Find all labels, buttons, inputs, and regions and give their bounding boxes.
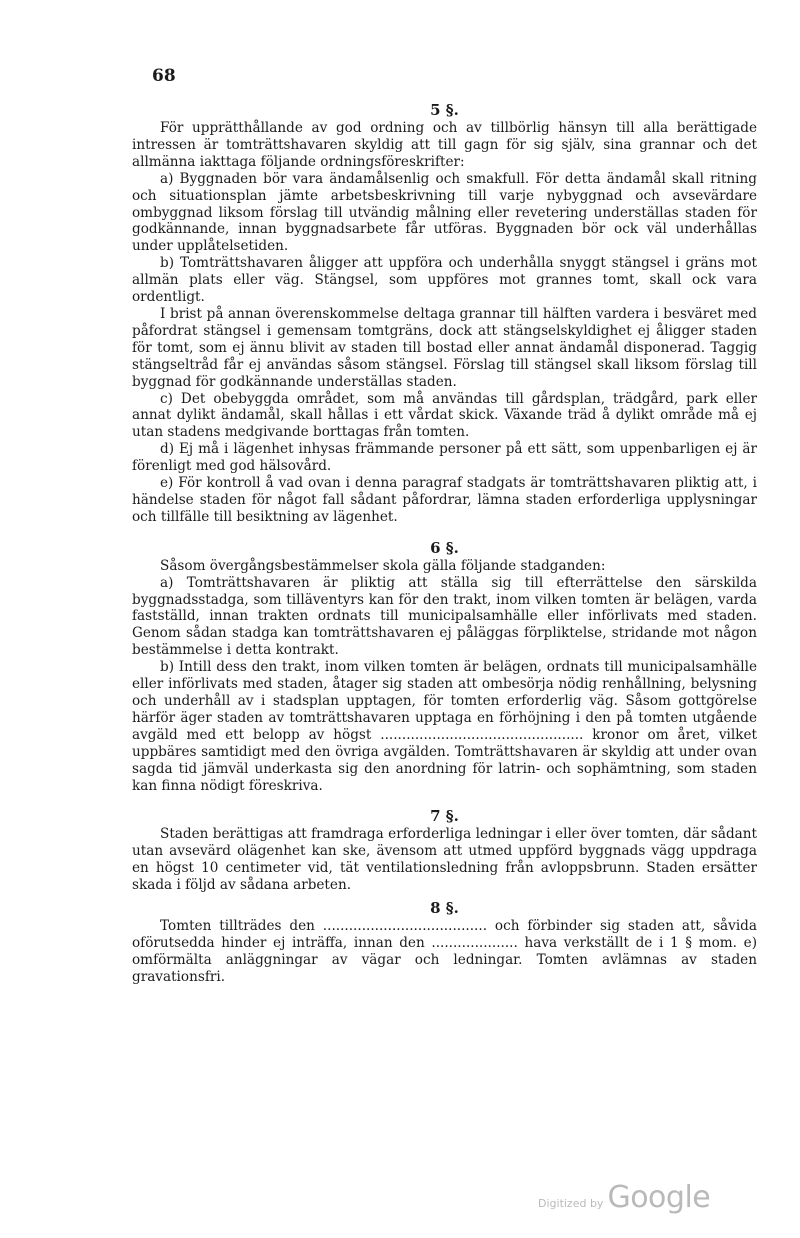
paragraph: För upprätthållande av god ordning och av tillbörlig hänsyn till alla berättigade intressen är tomträttshavaren skyldig att till gagn för sig själv, sina grannar och det allmänna iakttaga följande ordningsföreskrifter:	[132, 120, 757, 170]
paragraph: b) Tomträttshavaren åligger att uppföra och underhålla snyggt stängsel i gräns mot allmän plats eller väg. Stängsel, som uppföres mot grannes tomt, skall ock vara ordentligt.	[132, 255, 757, 306]
paragraph: a) Byggnaden bör vara ändamålsenlig och smakfull. För detta ändamål skall ritning och situationsplan jämte arbetsbeskrivning till varje nybyggnad och avsevärdare ombyggnad liksom förslag till utvändig målning eller revetering underställas staden för godkännande, innan byggnadsarbete får utföras. Byggnaden bör ock väl underhållas under upplåtelsetiden.	[132, 170, 757, 255]
paragraph: I brist på annan överenskommelse deltaga grannar till hälften vardera i besväret med påfordrat stängsel i gemensam tomtgräns, dock att stängselskyldighet ej åligger staden för tomt, som ej ännu blivit av staden till bostad eller annat ändamål disponerad. Taggig stängseltråd får ej användas såsom stängsel. Förslag till stängsel skall liksom förslag till byggnad för godkännande underställas staden.	[132, 305, 757, 390]
document-page	[132, 60, 757, 986]
section-8	[132, 898, 757, 986]
section-7	[132, 806, 757, 894]
paragraph: Tomten tillträdes den ...................................... och förbinder sig staden att, såvida oförutsedda hinder ej inträffa, innan den .................... hava verkställt de i 1 § mom. e) omförmälta anläggningar av vägar och ledningar. Tomten avlämnas av staden gravationsfri.	[132, 918, 757, 985]
section-heading: 5 §.	[430, 101, 459, 119]
section-6	[132, 538, 757, 795]
paragraph: b) Intill dess den trakt, inom vilken tomten är belägen, ordnats till municipalsamhälle eller införlivats med staden, åtager sig staden att ombesörja nödig renhållning, belysning och underhåll av i stadsplan upptagen, för tomten erforderlig väg. Såsom gottgörelse härför äger staden av tomträttshavaren upptaga en förhöjning i den på tomten utgående avgäld med ett belopp av högst ............................................... kronor om året, vilket uppbäres samtidigt med den övriga avgälden. Tomträttshavaren är skyldig att under ovan sagda tid jämväl underkasta sig den anordning för latrin- och sophämtning, som staden kan finna nödigt föreskriva.	[132, 659, 757, 794]
paragraph: e) För kontroll å vad ovan i denna paragraf stadgats är tomträttshavaren pliktig att, i händelse staden för något fall sådant påfordrar, lämna staden erforderliga upplysningar och tillfälle till besiktning av lägenhet.	[132, 475, 757, 525]
paragraph: d) Ej må i lägenhet inhysas främmande personer på ett sätt, som uppenbarligen ej är förenligt med god hälsovård.	[132, 441, 757, 475]
section-heading: 8 §.	[430, 899, 459, 918]
paragraph: Såsom övergångsbestämmelser skola gälla följande stadganden:	[160, 557, 606, 574]
section-heading: 6 §.	[430, 538, 459, 557]
section-5	[132, 100, 757, 526]
section-heading: 7 §.	[430, 807, 459, 826]
google-logo-text: Google	[607, 1180, 711, 1215]
watermark-prefix: Digitized by	[538, 1197, 604, 1210]
paragraph: Staden berättigas att framdraga erforderliga ledningar i eller över tomten, där sådant utan avsevärd olägenhet kan ske, ävensom att utmed uppförd byggnads vägg uppdraga en högst 10 centimeter vid, tät ventilationsledning från avloppsbrunn. Staden ersätter skada i följd av sådana arbeten.	[132, 826, 757, 894]
paragraph: c) Det obebyggda området, som må användas till gårdsplan, trädgård, park eller annat dylikt ändamål, skall hållas i ett vårdat skick. Växande träd å dylikt område må ej utan stadens medgivande borttagas från tomten.	[132, 390, 757, 441]
google-watermark	[538, 1180, 710, 1215]
page-number: 68	[152, 66, 176, 86]
paragraph: a) Tomträttshavaren är pliktig att ställa sig till efterrättelse den särskilda byggnadsstadga, som tilläventyrs kan för den trakt, inom vilken tomten är belägen, varda fastställd, innan trakten ordnats till municipalsamhälle eller införlivats med staden. Genom sådan stadga kan tomträttshavaren ej påläggas förpliktelse, stridande mot någon bestämmelse i detta kontrakt.	[132, 574, 757, 659]
